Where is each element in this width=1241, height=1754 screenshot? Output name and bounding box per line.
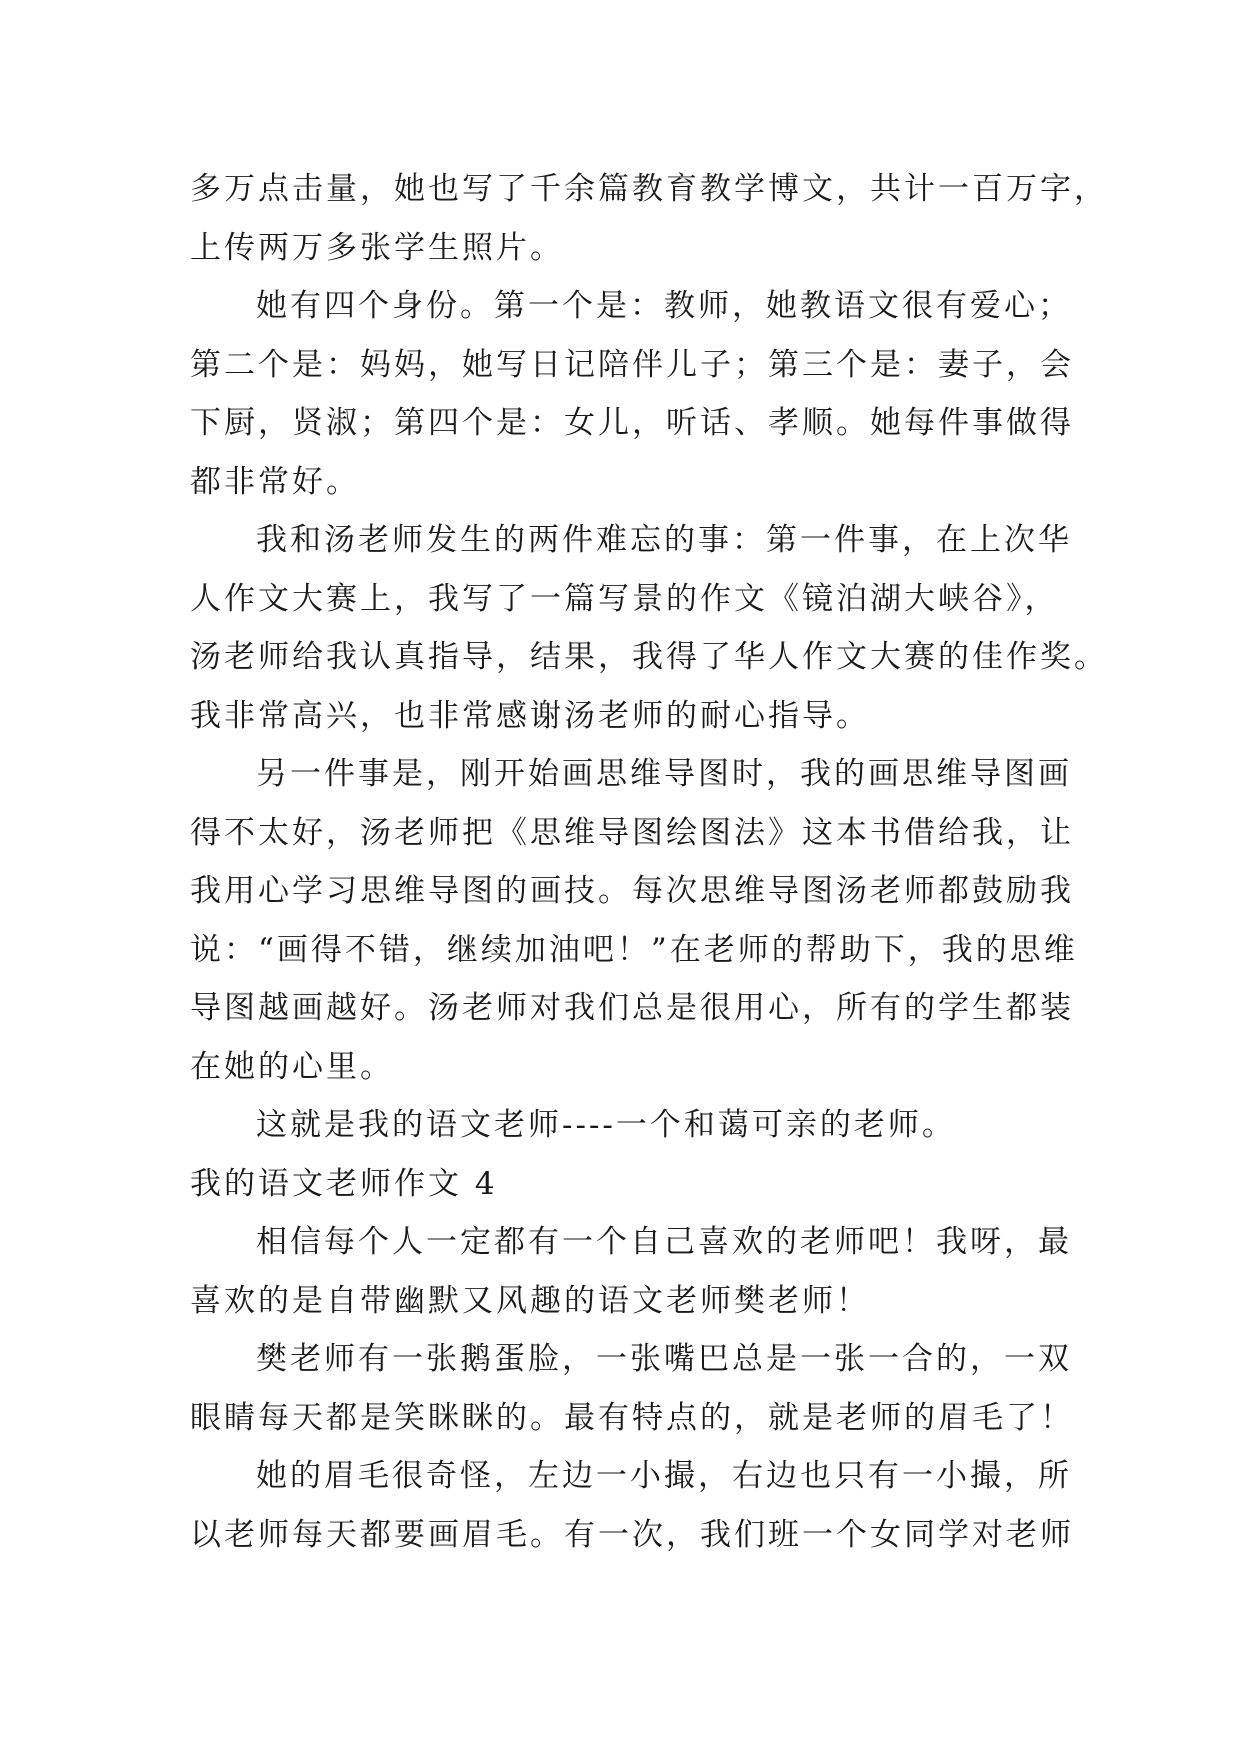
paragraph-line: 我用心学习思维导图的画技。每次思维导图汤老师都鼓励我: [190, 873, 1074, 909]
paragraph-line: 都非常好。: [190, 463, 360, 500]
paragraph-line: 多万点击量，她也写了千余篇教育教学博文，共计一百万字，: [190, 171, 1108, 207]
paragraph-line: 人作文大赛上，我写了一篇写景的作文《镜泊湖大峡谷》，: [190, 580, 1059, 617]
paragraph-line: 导图越画越好。汤老师对我们总是很用心，所有的学生都装: [190, 990, 1074, 1026]
paragraph-line: 她的眉毛很奇怪，左边一小撮，右边也只有一小撮，所: [256, 1458, 1072, 1494]
paragraph-line: 说：“画得不错，继续加油吧！”在老师的帮助下，我的思维: [190, 931, 1078, 968]
paragraph-line: 我非常高兴，也非常感谢汤老师的耐心指导。: [190, 697, 870, 734]
paragraph-line: 上传两万多张学生照片。: [190, 229, 564, 266]
paragraph-line: 喜欢的是自带幽默又风趣的语文老师樊老师！: [190, 1282, 870, 1319]
paragraph-line: 她有四个身份。第一个是：教师，她教语文很有爱心；: [256, 288, 1072, 324]
paragraph-line: 相信每个人一定都有一个自己喜欢的老师吧！我呀，最: [256, 1224, 1072, 1260]
paragraph-line: 另一件事是，刚开始画思维导图时，我的画思维导图画: [256, 756, 1072, 792]
paragraph-line: 以老师每天都要画眉毛。有一次，我们班一个女同学对老师: [190, 1516, 1074, 1553]
paragraph-line: 在她的心里。: [190, 1048, 394, 1085]
paragraph-line: 下厨，贤淑；第四个是：女儿，听话、孝顺。她每件事做得: [190, 405, 1074, 441]
paragraph-line: 汤老师给我认真指导，结果，我得了华人作文大赛的佳作奖。: [190, 639, 1108, 675]
paragraph-line: 第二个是：妈妈，她写日记陪伴儿子；第三个是：妻子，会: [190, 346, 1074, 383]
paragraph-line: 眼睛每天都是笑眯眯的。最有特点的，就是老师的眉毛了！: [190, 1399, 1074, 1436]
paragraph-line: 得不太好，汤老师把《思维导图绘图法》这本书借给我，让: [190, 814, 1074, 851]
paragraph-line: 樊老师有一张鹅蛋脸，一张嘴巴总是一张一合的，一双: [256, 1341, 1072, 1377]
document-page: [190, 160, 1108, 1564]
section-heading: 我的语文老师作文 4: [190, 1165, 498, 1202]
paragraph-line: 我和汤老师发生的两件难忘的事：第一件事，在上次华: [256, 522, 1072, 558]
paragraph-line: 这就是我的语文老师----一个和蔼可亲的老师。: [256, 1107, 956, 1143]
